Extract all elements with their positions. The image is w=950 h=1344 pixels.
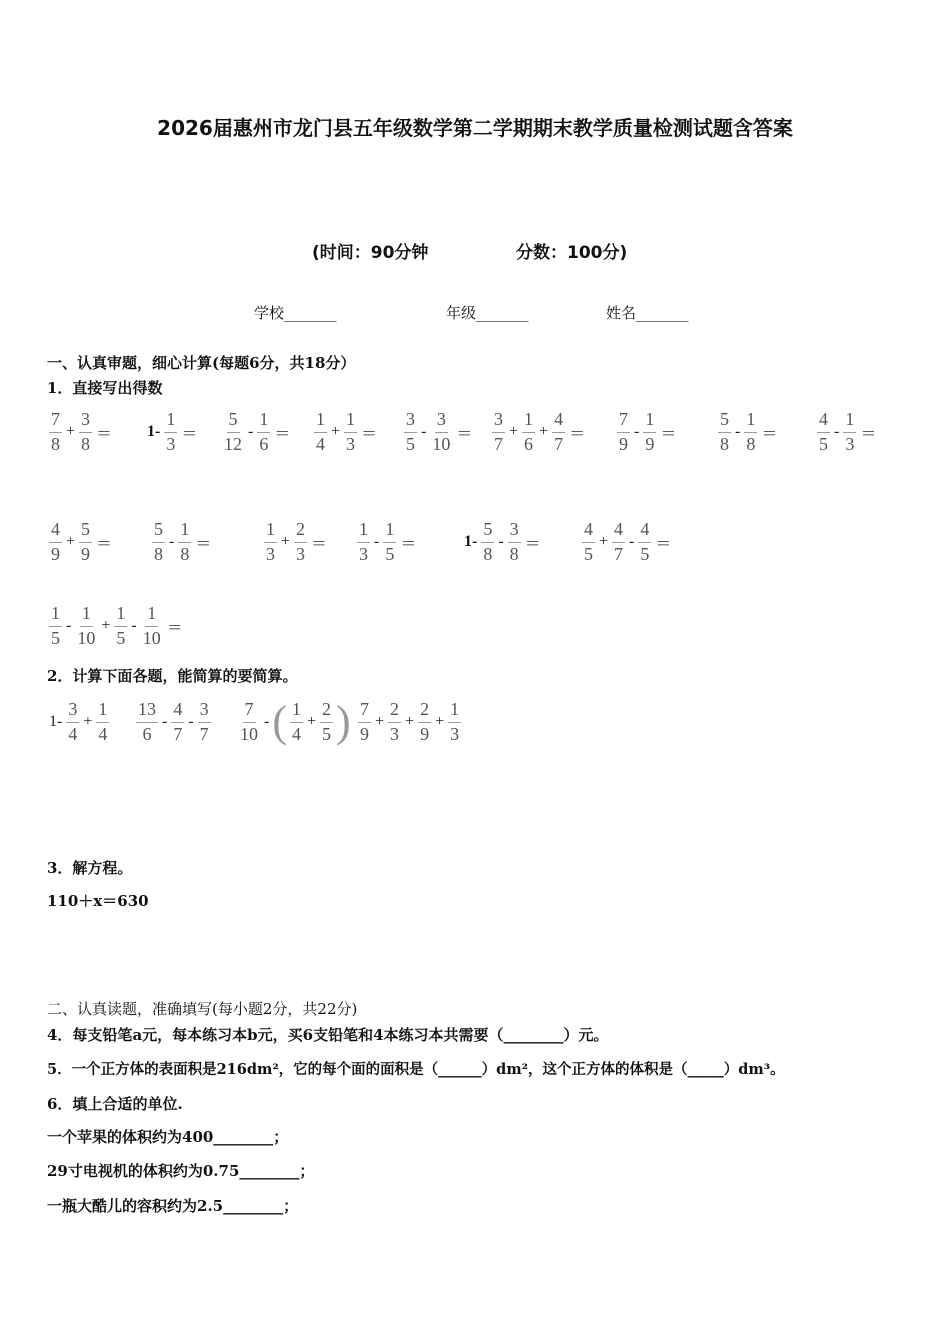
- denominator: 3: [166, 433, 176, 454]
- fraction: [388, 700, 401, 745]
- fraction: [508, 520, 521, 565]
- operator: -: [66, 617, 72, 635]
- fraction: [79, 410, 92, 455]
- operator: +: [281, 533, 291, 551]
- expression: [145, 410, 199, 455]
- name-field: 姓名_______: [606, 304, 689, 322]
- numerator: 1: [264, 520, 277, 543]
- denominator: 5: [406, 433, 415, 454]
- denominator: 5: [116, 627, 126, 648]
- equation: 110＋x＝630: [47, 892, 149, 910]
- expression: [580, 520, 673, 565]
- expression: [150, 520, 213, 565]
- numerator: 1: [49, 604, 62, 627]
- operator: ＝: [361, 425, 378, 443]
- denominator: 9: [51, 543, 60, 564]
- denominator: 6: [142, 723, 152, 744]
- numerator: 1: [448, 700, 461, 723]
- numerator: 5: [481, 520, 494, 543]
- denominator: 7: [494, 433, 503, 454]
- numerator: 3: [79, 410, 92, 433]
- expression: [356, 700, 463, 745]
- fraction: [617, 410, 630, 455]
- denominator: 4: [68, 723, 78, 744]
- denominator: 3: [390, 723, 400, 744]
- denominator: 8: [51, 433, 60, 454]
- denominator: 7: [614, 543, 624, 564]
- operator: ＝: [569, 425, 586, 443]
- expression: [47, 520, 114, 565]
- fraction: [612, 520, 625, 565]
- denominator: 3: [359, 543, 368, 564]
- fraction: [320, 700, 333, 745]
- fraction: [552, 410, 565, 455]
- numerator: 1: [114, 604, 127, 627]
- denominator: 8: [746, 433, 756, 454]
- fill-line: 一瓶大酷儿的容积约为2.5________；: [47, 1197, 299, 1215]
- expression: [47, 604, 185, 649]
- fraction: [96, 700, 109, 745]
- section2-heading: 二、认真读题，准确填写(每小题2分，共22分): [47, 1000, 358, 1018]
- numerator: 3: [508, 520, 521, 543]
- operator: -: [834, 423, 840, 441]
- operator: ＝: [660, 425, 677, 443]
- numerator: 2: [294, 520, 307, 543]
- denominator: 8: [483, 543, 493, 564]
- numerator: 1: [290, 700, 303, 723]
- fill-line: 一个苹果的体积约为400________；: [47, 1128, 289, 1146]
- numerator: 13: [136, 700, 158, 723]
- section1-heading: 一、认真审题，细心计算(每题6分，共18分）: [47, 354, 356, 372]
- denominator: 4: [316, 433, 325, 454]
- denominator: 3: [296, 543, 306, 564]
- fraction: [264, 520, 277, 565]
- numerator: 1: [178, 520, 191, 543]
- expression: [236, 697, 352, 747]
- fraction: [314, 410, 327, 455]
- numerator: 1: [357, 520, 370, 543]
- question-2: 2．计算下面各题，能简算的要简算。: [47, 667, 298, 685]
- denominator: 7: [173, 723, 183, 744]
- numerator: 4: [612, 520, 625, 543]
- numerator: 2: [320, 700, 333, 723]
- parenthesis: (: [272, 697, 287, 747]
- operator: +: [599, 533, 609, 551]
- expression: [402, 410, 474, 455]
- question-3: 3．解方程。: [47, 859, 133, 877]
- numerator: 2: [418, 700, 431, 723]
- operator: +: [66, 423, 76, 441]
- expression: [262, 520, 329, 565]
- denominator: 9: [81, 543, 91, 564]
- numerator: 5: [152, 520, 165, 543]
- fraction: [492, 410, 505, 455]
- operator: -: [634, 423, 640, 441]
- numerator: 4: [171, 700, 184, 723]
- operator: -: [264, 713, 270, 731]
- operator: ＝: [524, 535, 541, 553]
- expression: [615, 410, 678, 455]
- numerator: 1: [80, 604, 93, 627]
- denominator: 7: [554, 433, 564, 454]
- grade-field: 年级_______: [446, 304, 529, 322]
- operator: ＝: [274, 425, 291, 443]
- numerator: 1: [383, 520, 396, 543]
- denominator: 3: [845, 433, 855, 454]
- fraction: [257, 410, 270, 455]
- expression: [47, 700, 111, 745]
- denominator: 5: [819, 433, 828, 454]
- operator: -: [131, 617, 137, 635]
- fraction: [49, 520, 62, 565]
- operator: -: [188, 713, 194, 731]
- denominator: 5: [640, 543, 650, 564]
- denominator: 6: [524, 433, 534, 454]
- numerator: 1: [257, 410, 270, 433]
- denominator: 8: [154, 543, 163, 564]
- fraction: [238, 700, 260, 745]
- numerator: 1: [314, 410, 327, 433]
- fraction: [718, 410, 731, 455]
- operator: ＝: [655, 535, 672, 553]
- expression: [220, 410, 292, 455]
- denominator: 10: [240, 723, 258, 744]
- numerator: 7: [243, 700, 256, 723]
- numerator: 5: [79, 520, 92, 543]
- numerator: 3: [404, 410, 417, 433]
- numerator: 3: [198, 700, 211, 723]
- numerator: 5: [227, 410, 240, 433]
- fraction: [49, 604, 62, 649]
- operator: 1-: [464, 533, 478, 551]
- denominator: 10: [142, 627, 161, 648]
- fraction: [75, 604, 97, 649]
- fraction: [481, 520, 494, 565]
- operator: -: [421, 423, 427, 441]
- denominator: 8: [81, 433, 91, 454]
- denominator: 3: [266, 543, 275, 564]
- operator: ＝: [181, 425, 198, 443]
- operator: +: [509, 423, 519, 441]
- fraction: [638, 520, 651, 565]
- numerator: 7: [358, 700, 371, 723]
- operator: ＝: [311, 535, 328, 553]
- denominator: 10: [77, 627, 96, 648]
- numerator: 1: [145, 604, 158, 627]
- denominator: 5: [584, 543, 593, 564]
- expression: [490, 410, 587, 455]
- fraction: [66, 700, 79, 745]
- fraction: [448, 700, 461, 745]
- operator: -: [169, 533, 175, 551]
- numerator: 1: [96, 700, 109, 723]
- fraction: [79, 520, 92, 565]
- expression: [462, 520, 543, 565]
- numerator: 3: [492, 410, 505, 433]
- numerator: 3: [66, 700, 79, 723]
- fraction: [358, 700, 371, 745]
- fraction: [430, 410, 452, 455]
- operator: 1-: [49, 713, 63, 731]
- fraction: [141, 604, 163, 649]
- numerator: 1: [522, 410, 535, 433]
- fraction: [383, 520, 396, 565]
- question-5: 5．一个正方体的表面积是216dm²，它的每个面的面积是（______）dm²，这个正方体的体积是（_____）dm³。: [47, 1061, 785, 1078]
- operator: +: [539, 423, 549, 441]
- denominator: 8: [720, 433, 729, 454]
- fraction: [152, 520, 165, 565]
- operator: -: [629, 533, 635, 551]
- operator: +: [101, 617, 111, 635]
- operator: +: [83, 713, 93, 731]
- denominator: 7: [199, 723, 209, 744]
- numerator: 1: [164, 410, 177, 433]
- numerator: 3: [435, 410, 448, 433]
- time-label: (时间：90分钟: [312, 243, 429, 263]
- operator: ＝: [761, 425, 778, 443]
- denominator: 9: [619, 433, 628, 454]
- denominator: 6: [259, 433, 269, 454]
- denominator: 8: [509, 543, 519, 564]
- numerator: 4: [817, 410, 830, 433]
- fraction: [49, 410, 62, 455]
- denominator: 4: [291, 723, 301, 744]
- numerator: 4: [49, 520, 62, 543]
- operator: 1-: [147, 423, 161, 441]
- operator: ＝: [166, 619, 183, 637]
- operator: ＝: [195, 535, 212, 553]
- operator: +: [405, 713, 415, 731]
- fraction: [171, 700, 184, 745]
- operator: +: [331, 423, 341, 441]
- question-1: 1．直接写出得数: [47, 379, 163, 397]
- expression: [134, 700, 213, 745]
- operator: +: [66, 533, 76, 551]
- numerator: 1: [744, 410, 757, 433]
- operator: ＝: [400, 535, 417, 553]
- operator: ＝: [860, 425, 877, 443]
- question-4: 4．每支铅笔a元，每本练习本b元，买6支铅笔和4本练习本共需要（________）元。: [47, 1026, 609, 1044]
- operator: -: [498, 533, 504, 551]
- denominator: 5: [385, 543, 395, 564]
- fraction: [582, 520, 595, 565]
- fraction: [114, 604, 127, 649]
- fraction: [404, 410, 417, 455]
- numerator: 4: [638, 520, 651, 543]
- numerator: 7: [49, 410, 62, 433]
- operator: -: [374, 533, 380, 551]
- page-title: 2026届惠州市龙门县五年级数学第二学期期末教学质量检测试题含答案: [157, 116, 793, 140]
- expression: [716, 410, 779, 455]
- fraction: [164, 410, 177, 455]
- denominator: 9: [645, 433, 655, 454]
- operator: ＝: [96, 535, 113, 553]
- parenthesis: ): [336, 697, 351, 747]
- denominator: 12: [224, 433, 242, 454]
- denominator: 5: [322, 723, 332, 744]
- denominator: 3: [346, 433, 356, 454]
- expression: [312, 410, 379, 455]
- numerator: 4: [552, 410, 565, 433]
- fraction: [418, 700, 431, 745]
- denominator: 5: [51, 627, 60, 648]
- fraction: [357, 520, 370, 565]
- numerator: 1: [843, 410, 856, 433]
- operator: ＝: [96, 425, 113, 443]
- denominator: 4: [98, 723, 108, 744]
- numerator: 1: [344, 410, 357, 433]
- fraction: [294, 520, 307, 565]
- fraction: [222, 410, 244, 455]
- operator: +: [306, 713, 317, 731]
- operator: ＝: [456, 425, 473, 443]
- expression: [815, 410, 878, 455]
- expression: [47, 410, 114, 455]
- operator: -: [735, 423, 741, 441]
- denominator: 9: [420, 723, 430, 744]
- numerator: 2: [388, 700, 401, 723]
- fraction: [290, 700, 303, 745]
- score-label: 分数：100分): [516, 243, 628, 263]
- denominator: 10: [432, 433, 451, 454]
- operator: +: [435, 713, 445, 731]
- school-field: 学校_______: [254, 304, 337, 322]
- denominator: 3: [450, 723, 460, 744]
- fraction: [817, 410, 830, 455]
- operator: +: [375, 713, 385, 731]
- fraction: [178, 520, 191, 565]
- expression: [355, 520, 418, 565]
- fraction: [522, 410, 535, 455]
- fraction: [843, 410, 856, 455]
- fraction: [198, 700, 211, 745]
- numerator: 7: [617, 410, 630, 433]
- denominator: 9: [360, 723, 369, 744]
- fraction: [344, 410, 357, 455]
- fill-line: 29寸电视机的体积约为0.75________；: [47, 1162, 315, 1180]
- numerator: 5: [718, 410, 731, 433]
- numerator: 1: [643, 410, 656, 433]
- denominator: 8: [180, 543, 190, 564]
- fraction: [136, 700, 158, 745]
- fraction: [744, 410, 757, 455]
- operator: -: [248, 423, 254, 441]
- fraction: [643, 410, 656, 455]
- numerator: 4: [582, 520, 595, 543]
- question-6: 6．填上合适的单位.: [47, 1095, 183, 1113]
- operator: -: [162, 713, 168, 731]
